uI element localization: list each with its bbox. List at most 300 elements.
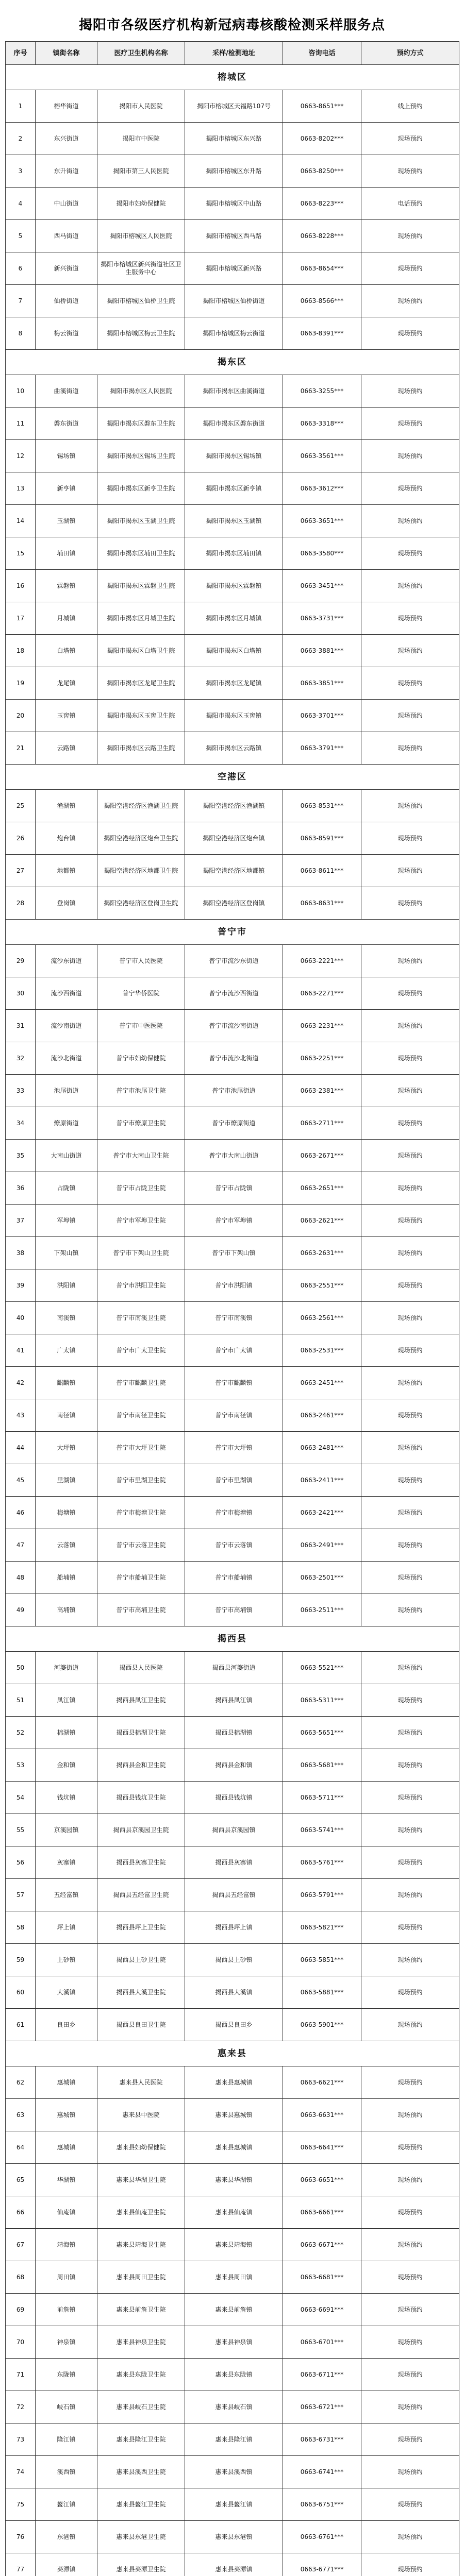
- cell-town: 流沙西街道: [36, 977, 97, 1010]
- cell-addr: 揭阳市揭东区白塔镇: [185, 635, 283, 667]
- cell-phone: 0663-6651***: [283, 2164, 361, 2196]
- cell-org: 惠来县神泉卫生院: [97, 2326, 185, 2359]
- cell-appt: 现场预约: [361, 1684, 459, 1717]
- cell-no: 36: [6, 1172, 36, 1205]
- table-row: [6, 2424, 459, 2456]
- table-row: [6, 1976, 459, 2009]
- cell-addr: 揭阳市榕城区东升路: [185, 155, 283, 188]
- cell-phone: 0663-2491***: [283, 1529, 361, 1562]
- cell-phone: 0663-6711***: [283, 2359, 361, 2391]
- cell-town: 占陇镇: [36, 1172, 97, 1205]
- cell-no: 76: [6, 2521, 36, 2553]
- cell-town: 龙尾镇: [36, 667, 97, 700]
- cell-org: 揭阳市榕城区人民医院: [97, 220, 185, 252]
- cell-appt: 现场预约: [361, 1497, 459, 1529]
- table-row: [6, 790, 459, 822]
- cell-org: 普宁市高埔卫生院: [97, 1594, 185, 1626]
- table-row: [6, 155, 459, 188]
- cell-no: 64: [6, 2131, 36, 2164]
- cell-appt: 电话预约: [361, 188, 459, 220]
- table-row: [6, 2488, 459, 2521]
- cell-org: 揭阳市揭东区白塔卫生院: [97, 635, 185, 667]
- cell-no: 25: [6, 790, 36, 822]
- cell-town: 流沙南街道: [36, 1010, 97, 1042]
- table-row: [6, 1010, 459, 1042]
- table-row: [6, 1814, 459, 1846]
- table-row: [6, 252, 459, 285]
- cell-town: 广太镇: [36, 1334, 97, 1367]
- cell-appt: 现场预约: [361, 220, 459, 252]
- cell-phone: 0663-2531***: [283, 1334, 361, 1367]
- cell-phone: 0663-5851***: [283, 1944, 361, 1976]
- cell-phone: 0663-5521***: [283, 1652, 361, 1684]
- cell-town: 曲溪街道: [36, 375, 97, 408]
- table-row: [6, 945, 459, 977]
- cell-org: 惠来县前詹卫生院: [97, 2294, 185, 2326]
- cell-addr: 惠来县东陇镇: [185, 2359, 283, 2391]
- cell-town: 靖海镇: [36, 2229, 97, 2261]
- table-row: [6, 602, 459, 635]
- cell-phone: 0663-2561***: [283, 1302, 361, 1334]
- cell-appt: 现场预约: [361, 2261, 459, 2294]
- table-row: [6, 123, 459, 155]
- cell-phone: 0663-5761***: [283, 1846, 361, 1879]
- cell-appt: 现场预约: [361, 1782, 459, 1814]
- cell-no: 27: [6, 855, 36, 887]
- cell-addr: 惠来县华湖镇: [185, 2164, 283, 2196]
- cell-appt: 现场预约: [361, 2229, 459, 2261]
- cell-no: 8: [6, 317, 36, 350]
- cell-org: 惠来县鳌江卫生院: [97, 2488, 185, 2521]
- cell-phone: 0663-8591***: [283, 822, 361, 855]
- cell-no: 30: [6, 977, 36, 1010]
- cell-no: 5: [6, 220, 36, 252]
- cell-appt: 现场预约: [361, 732, 459, 765]
- cell-org: 揭阳市揭东区磐东卫生院: [97, 408, 185, 440]
- table-row: [6, 1846, 459, 1879]
- cell-org: 揭阳市揭东区锡场卫生院: [97, 440, 185, 472]
- cell-appt: 现场预约: [361, 1529, 459, 1562]
- cell-town: 惠城镇: [36, 2099, 97, 2131]
- cell-phone: 0663-6681***: [283, 2261, 361, 2294]
- cell-org: 普宁市下架山卫生院: [97, 1237, 185, 1269]
- section-title: 揭东区: [6, 350, 459, 375]
- cell-phone: 0663-2511***: [283, 1594, 361, 1626]
- table-row: [6, 2229, 459, 2261]
- cell-org: 惠来县仙庵卫生院: [97, 2196, 185, 2229]
- cell-addr: 揭阳市榕城区梅云街道: [185, 317, 283, 350]
- table-row: [6, 1717, 459, 1749]
- cell-appt: 现场预约: [361, 1594, 459, 1626]
- cell-no: 52: [6, 1717, 36, 1749]
- cell-org: 揭西县坪上卫生院: [97, 1911, 185, 1944]
- cell-town: 梅塘镇: [36, 1497, 97, 1529]
- table-row: [6, 977, 459, 1010]
- cell-town: 南径镇: [36, 1399, 97, 1432]
- table-row: [6, 2456, 459, 2488]
- cell-org: 普宁华侨医院: [97, 977, 185, 1010]
- table-row: [6, 317, 459, 350]
- cell-phone: 0663-2411***: [283, 1464, 361, 1497]
- header-addr: 采样/检测地址: [185, 42, 283, 65]
- cell-org: 普宁市广太卫生院: [97, 1334, 185, 1367]
- table-row: [6, 700, 459, 732]
- cell-town: 金和镇: [36, 1749, 97, 1782]
- cell-addr: 普宁市下架山镇: [185, 1237, 283, 1269]
- cell-addr: 普宁市流沙南街道: [185, 1010, 283, 1042]
- cell-town: 仙庵镇: [36, 2196, 97, 2229]
- table-row: [6, 537, 459, 570]
- cell-phone: 0663-2711***: [283, 1107, 361, 1140]
- section-title: 榕城区: [6, 65, 459, 90]
- cell-addr: 揭阳市榕城区仙桥街道: [185, 285, 283, 317]
- cell-no: 12: [6, 440, 36, 472]
- cell-phone: 0663-8531***: [283, 790, 361, 822]
- cell-no: 74: [6, 2456, 36, 2488]
- section-row: [6, 65, 459, 90]
- cell-no: 6: [6, 252, 36, 285]
- cell-no: 39: [6, 1269, 36, 1302]
- table-row: [6, 375, 459, 408]
- cell-appt: 现场预约: [361, 945, 459, 977]
- table-row: [6, 285, 459, 317]
- cell-no: 14: [6, 505, 36, 537]
- cell-org: 揭阳市第三人民医院: [97, 155, 185, 188]
- cell-no: 49: [6, 1594, 36, 1626]
- cell-org: 揭阳空港经济区炮台卫生院: [97, 822, 185, 855]
- cell-no: 50: [6, 1652, 36, 1684]
- cell-addr: 普宁市南径镇: [185, 1399, 283, 1432]
- cell-town: 钱坑镇: [36, 1782, 97, 1814]
- table-row: [6, 2294, 459, 2326]
- cell-town: 大坪镇: [36, 1432, 97, 1464]
- table-row: [6, 2066, 459, 2099]
- cell-addr: 揭阳空港经济区地都镇: [185, 855, 283, 887]
- cell-no: 13: [6, 472, 36, 505]
- cell-appt: 现场预约: [361, 2196, 459, 2229]
- cell-phone: 0663-5791***: [283, 1879, 361, 1911]
- cell-appt: 现场预约: [361, 1302, 459, 1334]
- cell-appt: 现场预约: [361, 2488, 459, 2521]
- cell-no: 43: [6, 1399, 36, 1432]
- section-row: [6, 2041, 459, 2066]
- cell-no: 33: [6, 1075, 36, 1107]
- cell-appt: 现场预约: [361, 1814, 459, 1846]
- cell-appt: 现场预约: [361, 1976, 459, 2009]
- cell-phone: 0663-3791***: [283, 732, 361, 765]
- cell-org: 普宁市里湖卫生院: [97, 1464, 185, 1497]
- cell-phone: 0663-2501***: [283, 1562, 361, 1594]
- cell-org: 揭阳市榕城区新兴街道社区卫生服务中心: [97, 252, 185, 285]
- cell-town: 玉湖镇: [36, 505, 97, 537]
- cell-town: 军埠镇: [36, 1205, 97, 1237]
- cell-no: 73: [6, 2424, 36, 2456]
- table-row: [6, 472, 459, 505]
- cell-phone: 0663-3851***: [283, 667, 361, 700]
- cell-addr: 揭西县五经富镇: [185, 1879, 283, 1911]
- cell-town: 南溪镇: [36, 1302, 97, 1334]
- cell-town: 西马街道: [36, 220, 97, 252]
- cell-phone: 0663-5901***: [283, 2009, 361, 2041]
- cell-addr: 揭阳市揭东区玉窖镇: [185, 700, 283, 732]
- cell-phone: 0663-2221***: [283, 945, 361, 977]
- cell-town: 月城镇: [36, 602, 97, 635]
- cell-phone: 0663-3701***: [283, 700, 361, 732]
- cell-no: 54: [6, 1782, 36, 1814]
- cell-org: 揭西县大溪卫生院: [97, 1976, 185, 2009]
- table-row: [6, 1562, 459, 1594]
- cell-appt: 现场预约: [361, 2359, 459, 2391]
- cell-no: 16: [6, 570, 36, 602]
- cell-appt: 现场预约: [361, 2131, 459, 2164]
- cell-no: 29: [6, 945, 36, 977]
- cell-town: 大溪镇: [36, 1976, 97, 2009]
- cell-no: 72: [6, 2391, 36, 2424]
- cell-no: 60: [6, 1976, 36, 2009]
- cell-org: 普宁市大坪卫生院: [97, 1432, 185, 1464]
- cell-addr: 普宁市麒麟镇: [185, 1367, 283, 1399]
- cell-phone: 0663-2481***: [283, 1432, 361, 1464]
- cell-appt: 现场预约: [361, 2326, 459, 2359]
- cell-addr: 揭西县钱坑镇: [185, 1782, 283, 1814]
- cell-addr: 揭西县坪上镇: [185, 1911, 283, 1944]
- cell-addr: 普宁市南溪镇: [185, 1302, 283, 1334]
- cell-addr: 揭阳市榕城区东兴路: [185, 123, 283, 155]
- table-row: [6, 1042, 459, 1075]
- cell-appt: 现场预约: [361, 1562, 459, 1594]
- cell-appt: 现场预约: [361, 2521, 459, 2553]
- cell-org: 惠来县靖海卫生院: [97, 2229, 185, 2261]
- table-row: [6, 440, 459, 472]
- cell-phone: 0663-6691***: [283, 2294, 361, 2326]
- cell-town: 洪阳镇: [36, 1269, 97, 1302]
- cell-phone: 0663-5651***: [283, 1717, 361, 1749]
- cell-appt: 现场预约: [361, 1107, 459, 1140]
- cell-org: 普宁市云落卫生院: [97, 1529, 185, 1562]
- cell-addr: 揭阳市揭东区龙尾镇: [185, 667, 283, 700]
- cell-addr: 揭西县京溪园镇: [185, 1814, 283, 1846]
- cell-town: 地都镇: [36, 855, 97, 887]
- cell-town: 五经富镇: [36, 1879, 97, 1911]
- cell-appt: 现场预约: [361, 1269, 459, 1302]
- header-phone: 咨询电话: [283, 42, 361, 65]
- table-row: [6, 1302, 459, 1334]
- cell-town: 惠城镇: [36, 2131, 97, 2164]
- table-row: [6, 1140, 459, 1172]
- cell-no: 45: [6, 1464, 36, 1497]
- cell-org: 揭阳市揭东区霖磐卫生院: [97, 570, 185, 602]
- cell-no: 62: [6, 2066, 36, 2099]
- cell-no: 17: [6, 602, 36, 635]
- cell-no: 53: [6, 1749, 36, 1782]
- cell-appt: 现场预约: [361, 2553, 459, 2576]
- cell-town: 棉湖镇: [36, 1717, 97, 1749]
- cell-appt: 现场预约: [361, 123, 459, 155]
- cell-town: 神泉镇: [36, 2326, 97, 2359]
- table-row: [6, 1205, 459, 1237]
- cell-phone: 0663-3580***: [283, 537, 361, 570]
- cell-addr: 惠来县葵潭镇: [185, 2553, 283, 2576]
- cell-org: 揭阳空港经济区渔湖卫生院: [97, 790, 185, 822]
- cell-addr: 揭阳市揭东区锡场镇: [185, 440, 283, 472]
- cell-no: 65: [6, 2164, 36, 2196]
- cell-no: 40: [6, 1302, 36, 1334]
- cell-addr: 揭阳市榕城区西马路: [185, 220, 283, 252]
- table-row: [6, 188, 459, 220]
- cell-org: 普宁市南径卫生院: [97, 1399, 185, 1432]
- cell-town: 玉窖镇: [36, 700, 97, 732]
- cell-no: 38: [6, 1237, 36, 1269]
- cell-addr: 揭西县良田乡: [185, 2009, 283, 2041]
- table-row: [6, 2326, 459, 2359]
- cell-phone: 0663-3881***: [283, 635, 361, 667]
- section-title: 揭西县: [6, 1626, 459, 1652]
- cell-addr: 普宁市流沙北街道: [185, 1042, 283, 1075]
- cell-org: 普宁市人民医院: [97, 945, 185, 977]
- cell-addr: 普宁市洪阳镇: [185, 1269, 283, 1302]
- cell-appt: 现场预约: [361, 2099, 459, 2131]
- cell-org: 普宁市洪阳卫生院: [97, 1269, 185, 1302]
- cell-appt: 现场预约: [361, 1367, 459, 1399]
- cell-town: 仙桥街道: [36, 285, 97, 317]
- cell-town: 鳌江镇: [36, 2488, 97, 2521]
- cell-addr: 惠来县前詹镇: [185, 2294, 283, 2326]
- cell-phone: 0663-3731***: [283, 602, 361, 635]
- cell-org: 揭阳市揭东区玉湖卫生院: [97, 505, 185, 537]
- cell-no: 63: [6, 2099, 36, 2131]
- cell-town: 周田镇: [36, 2261, 97, 2294]
- cell-phone: 0663-5881***: [283, 1976, 361, 2009]
- cell-addr: 普宁市军埠镇: [185, 1205, 283, 1237]
- cell-appt: 现场预约: [361, 1205, 459, 1237]
- cell-phone: 0663-3651***: [283, 505, 361, 537]
- cell-town: 新亨镇: [36, 472, 97, 505]
- cell-org: 揭阳市揭东区埔田卫生院: [97, 537, 185, 570]
- cell-appt: 现场预约: [361, 155, 459, 188]
- cell-addr: 普宁市大南山街道: [185, 1140, 283, 1172]
- table-row: [6, 887, 459, 920]
- cell-town: 东港镇: [36, 2521, 97, 2553]
- cell-org: 惠来县岐石卫生院: [97, 2391, 185, 2424]
- service-point-table: [5, 41, 459, 2576]
- cell-no: 41: [6, 1334, 36, 1367]
- table-row: [6, 2359, 459, 2391]
- cell-appt: 现场预约: [361, 887, 459, 920]
- header-town: 镇街名称: [36, 42, 97, 65]
- cell-appt: 现场预约: [361, 1334, 459, 1367]
- table-row: [6, 732, 459, 765]
- cell-org: 揭西县五经富卫生院: [97, 1879, 185, 1911]
- cell-town: 灰寨镇: [36, 1846, 97, 1879]
- cell-addr: 揭阳市榕城区中山路: [185, 188, 283, 220]
- section-row: [6, 765, 459, 790]
- table-row: [6, 635, 459, 667]
- cell-no: 20: [6, 700, 36, 732]
- cell-phone: 0663-3318***: [283, 408, 361, 440]
- cell-addr: 普宁市池尾街道: [185, 1075, 283, 1107]
- table-row: [6, 220, 459, 252]
- table-row: [6, 1107, 459, 1140]
- cell-no: 18: [6, 635, 36, 667]
- cell-no: 4: [6, 188, 36, 220]
- cell-appt: 现场预约: [361, 1879, 459, 1911]
- table-row: [6, 1684, 459, 1717]
- cell-org: 普宁市妇幼保健院: [97, 1042, 185, 1075]
- cell-addr: 揭阳市揭东区埔田镇: [185, 537, 283, 570]
- cell-appt: 现场预约: [361, 700, 459, 732]
- cell-org: 惠来县人民医院: [97, 2066, 185, 2099]
- cell-addr: 惠来县惠城镇: [185, 2066, 283, 2099]
- cell-town: 东升街道: [36, 155, 97, 188]
- cell-town: 良田乡: [36, 2009, 97, 2041]
- cell-addr: 揭阳空港经济区登岗镇: [185, 887, 283, 920]
- cell-addr: 普宁市流沙西街道: [185, 977, 283, 1010]
- cell-town: 葵潭镇: [36, 2553, 97, 2576]
- cell-no: 66: [6, 2196, 36, 2229]
- cell-addr: 揭阳空港经济区炮台镇: [185, 822, 283, 855]
- cell-phone: 0663-5681***: [283, 1749, 361, 1782]
- cell-org: 揭西县凤江卫生院: [97, 1684, 185, 1717]
- cell-org: 惠来县周田卫生院: [97, 2261, 185, 2294]
- table-row: [6, 2196, 459, 2229]
- cell-org: 普宁市中医医院: [97, 1010, 185, 1042]
- table-row: [6, 1075, 459, 1107]
- cell-phone: 0663-2251***: [283, 1042, 361, 1075]
- cell-no: 3: [6, 155, 36, 188]
- cell-appt: 现场预约: [361, 2066, 459, 2099]
- cell-phone: 0663-2631***: [283, 1237, 361, 1269]
- cell-phone: 0663-6761***: [283, 2521, 361, 2553]
- cell-addr: 揭西县大溪镇: [185, 1976, 283, 2009]
- cell-phone: 0663-2671***: [283, 1140, 361, 1172]
- cell-appt: 现场预约: [361, 537, 459, 570]
- cell-appt: 现场预约: [361, 1717, 459, 1749]
- cell-org: 普宁市梅塘卫生院: [97, 1497, 185, 1529]
- table-row: [6, 1399, 459, 1432]
- cell-phone: 0663-2451***: [283, 1367, 361, 1399]
- cell-appt: 现场预约: [361, 1399, 459, 1432]
- table-header: [6, 42, 459, 65]
- header-row: [6, 42, 459, 65]
- table-row: [6, 1782, 459, 1814]
- cell-appt: 现场预约: [361, 1846, 459, 1879]
- cell-town: 云路镇: [36, 732, 97, 765]
- cell-org: 普宁市军埠卫生院: [97, 1205, 185, 1237]
- cell-addr: 普宁市广太镇: [185, 1334, 283, 1367]
- cell-appt: 现场预约: [361, 1075, 459, 1107]
- cell-addr: 惠来县周田镇: [185, 2261, 283, 2294]
- cell-org: 普宁市船埔卫生院: [97, 1562, 185, 1594]
- cell-phone: 0663-8228***: [283, 220, 361, 252]
- cell-addr: 揭西县棉湖镇: [185, 1717, 283, 1749]
- cell-phone: 0663-6671***: [283, 2229, 361, 2261]
- cell-appt: 现场预约: [361, 1010, 459, 1042]
- cell-phone: 0663-3451***: [283, 570, 361, 602]
- cell-appt: 现场预约: [361, 1911, 459, 1944]
- cell-org: 普宁市池尾卫生院: [97, 1075, 185, 1107]
- cell-no: 61: [6, 2009, 36, 2041]
- cell-town: 大南山街道: [36, 1140, 97, 1172]
- header-no: 序号: [6, 42, 36, 65]
- cell-town: 流沙东街道: [36, 945, 97, 977]
- table-row: [6, 1749, 459, 1782]
- cell-addr: 惠来县仙庵镇: [185, 2196, 283, 2229]
- cell-addr: 揭西县河婆街道: [185, 1652, 283, 1684]
- cell-no: 55: [6, 1814, 36, 1846]
- cell-no: 21: [6, 732, 36, 765]
- cell-addr: 普宁市燎原街道: [185, 1107, 283, 1140]
- table-row: [6, 570, 459, 602]
